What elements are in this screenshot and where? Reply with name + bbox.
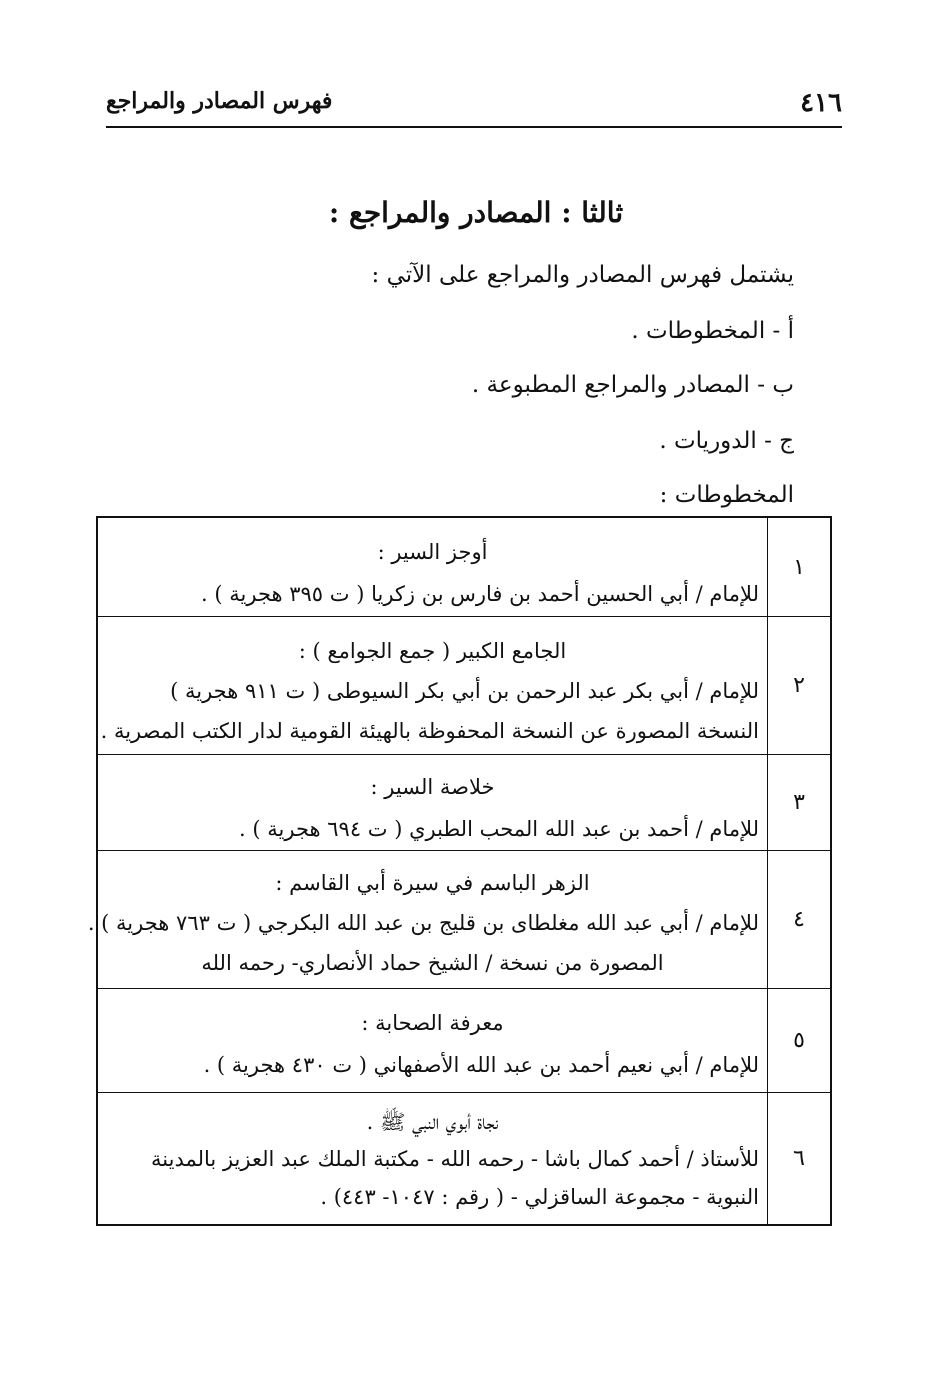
manuscript-author: للإمام / أبي الحسين أحمد بن فارس بن زكريا ( ت ٣٩٥ هجرية ) .: [201, 582, 759, 606]
intro-text: يشتمل فهرس المصادر والمراجع على الآتي :: [371, 262, 794, 288]
running-title: فهرس المصادر والمراجع: [106, 88, 333, 114]
manuscript-title: الجامع الكبير ( جمع الجوامع ) :: [298, 639, 567, 663]
row-number: ١: [793, 554, 805, 580]
manuscript-author: للإمام / أبي بكر عبد الرحمن بن أبي بكر السيوطى ( ت ٩١١ هجرية ): [170, 679, 759, 703]
table-row: [98, 1093, 830, 1224]
manuscript-author: للإمام / أبي نعيم أحمد بن عبد الله الأصفهاني ( ت ٤٣٠ هجرية ) .: [203, 1053, 759, 1077]
row-number: ٦: [793, 1146, 805, 1171]
manuscript-author: للإمام / أحمد بن عبد الله المحب الطبري ( ت ٦٩٤ هجرية ) .: [239, 817, 759, 841]
section-title-text: ثالثا : المصادر والمراجع :: [328, 196, 624, 229]
row-number: ٢: [793, 673, 805, 698]
manuscript-title: نجاة أبوي النبي ﷺ .: [366, 1110, 499, 1134]
row-content: [98, 755, 768, 850]
row-number: ٤: [793, 907, 805, 932]
list-item-manuscripts: أ - المخطوطات .: [631, 318, 794, 344]
row-content: [98, 518, 768, 616]
manuscript-title: خلاصة السير :: [370, 775, 495, 799]
manuscript-note: النبوية - مجموعة الساقزلي - ( رقم : ١٠٤٧- ٤٤٣) .: [320, 1185, 759, 1209]
section-title: [0, 196, 940, 229]
manuscripts-table: [87, 516, 832, 1226]
manuscript-title: الزهر الباسم في سيرة أبي القاسم :: [275, 871, 590, 895]
row-content: [98, 989, 768, 1092]
manuscripts-heading: المخطوطات :: [659, 482, 794, 508]
row-number: ٣: [793, 790, 805, 815]
manuscript-author: للأستاذ / أحمد كمال باشا - رحمه الله - مكتبة الملك عبد العزيز بالمدينة: [151, 1147, 759, 1171]
list-item-periodicals: ج - الدوريات .: [659, 428, 794, 454]
row-content: [98, 1093, 768, 1224]
row-content: [98, 617, 768, 754]
table-row: [87, 851, 830, 989]
table-row: [98, 989, 830, 1093]
manuscript-title: معرفة الصحابة :: [361, 1011, 504, 1035]
manuscript-note: المصورة من نسخة / الشيخ حماد الأنصاري- رحمه الله: [201, 951, 664, 975]
row-number: ٥: [793, 1028, 805, 1053]
page-number: ٤١٦: [800, 88, 842, 118]
manuscript-note: النسخة المصورة عن النسخة المحفوظة بالهيئة القومية لدار الكتب المصرية .: [100, 719, 759, 743]
table-row: [98, 755, 830, 851]
manuscript-title: أوجز السير :: [377, 540, 488, 564]
row-content: [87, 851, 768, 988]
table-row: [98, 617, 830, 755]
list-item-printed-sources: ب - المصادر والمراجع المطبوعة .: [471, 372, 794, 398]
manuscript-author: للإمام / أبي عبد الله مغلطاى بن قليج بن عبد الله البكرجي ( ت ٧٦٣ هجرية ) .: [87, 911, 759, 935]
page-header: [106, 84, 842, 128]
table-row: [98, 518, 830, 617]
